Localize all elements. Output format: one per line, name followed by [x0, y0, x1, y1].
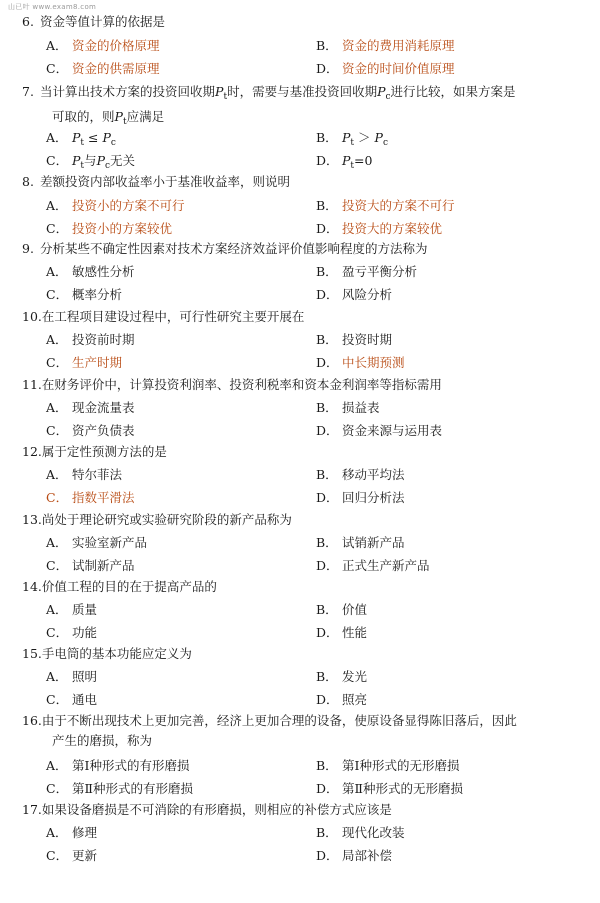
symbol-p: P — [96, 153, 105, 168]
option-c[interactable] — [46, 779, 193, 799]
question-stem — [22, 644, 582, 664]
option-c[interactable] — [46, 488, 135, 508]
option-c[interactable] — [46, 219, 172, 239]
option-d[interactable] — [316, 219, 442, 239]
option-a[interactable] — [46, 330, 135, 350]
option-label: C． — [46, 490, 69, 505]
option-d[interactable] — [316, 779, 463, 799]
option-c[interactable] — [46, 846, 97, 866]
option-label: A． — [46, 602, 68, 617]
question-number: 13. — [22, 512, 42, 527]
option-text: 资金来源与运用表 — [342, 423, 443, 438]
operator: ≤ — [88, 130, 99, 145]
option-text: 回归分析法 — [342, 490, 405, 505]
option-a[interactable] — [46, 667, 97, 687]
option-label: D． — [316, 287, 339, 302]
question-number: 11. — [22, 377, 42, 392]
option-label: C． — [46, 781, 69, 796]
option-text: 第Ⅰ种形式的有形磨损 — [72, 758, 190, 773]
option-label: B． — [316, 535, 338, 550]
option-b[interactable] — [316, 756, 459, 776]
stem-text: 在财务评价中，计算投资利润率、投资利税率和资本金利润率等指标需用 — [41, 377, 442, 392]
option-label: D． — [316, 423, 339, 438]
symbol-p: P — [72, 153, 81, 168]
option-label: A． — [46, 38, 68, 53]
option-c[interactable] — [46, 285, 122, 305]
option-b[interactable] — [316, 196, 455, 216]
option-a[interactable] — [46, 465, 122, 485]
option-label: A． — [46, 130, 68, 145]
option-a[interactable] — [46, 262, 135, 282]
symbol-sub-t: t — [223, 92, 228, 102]
option-c[interactable] — [46, 59, 160, 79]
question-number: 16. — [22, 713, 42, 728]
symbol-p: P — [72, 130, 81, 145]
question-number: 7. — [22, 84, 34, 99]
option-text: 资金的供需原理 — [72, 61, 160, 76]
stem-text: 差额投资内部收益率小于基准收益率，则说明 — [40, 174, 291, 189]
symbol-sub-t: t — [80, 138, 85, 148]
option-label: B． — [316, 38, 338, 53]
option-text: 现金流量表 — [72, 400, 135, 415]
option-label: D． — [316, 61, 339, 76]
option-label: A． — [46, 535, 68, 550]
option-text: 损益表 — [342, 400, 380, 415]
operator: 与 — [84, 153, 97, 168]
option-text: 投资前时期 — [72, 332, 135, 347]
symbol-p: P — [374, 130, 383, 145]
symbol-sub-t: t — [122, 117, 127, 127]
option-label: C． — [46, 61, 69, 76]
stem-text: 尚处于理论研究或实验研究阶段的新产品称为 — [41, 512, 292, 527]
option-label: A． — [46, 758, 68, 773]
option-label: A． — [46, 198, 68, 213]
option-label: B． — [316, 467, 338, 482]
option-label: D． — [316, 490, 339, 505]
question-number: 10. — [22, 309, 42, 324]
option-text: 照亮 — [342, 692, 368, 707]
question-stem — [22, 239, 582, 259]
option-text: 投资大的方案不可行 — [342, 198, 455, 213]
option-label: C． — [46, 558, 69, 573]
option-label: C． — [46, 355, 69, 370]
question-number: 8. — [22, 174, 34, 189]
question-number: 9. — [22, 241, 34, 256]
stem-text: 价值工程的目的在于提高产品的 — [41, 579, 217, 594]
option-label: B． — [316, 602, 338, 617]
option-text: 通电 — [72, 692, 98, 707]
option-text: 盈亏平衡分析 — [342, 264, 418, 279]
option-d[interactable] — [316, 59, 455, 79]
option-text: 实验室新产品 — [72, 535, 148, 550]
option-text: 投资小的方案较优 — [72, 221, 173, 236]
option-text: 第Ⅱ种形式的有形磨损 — [72, 781, 193, 796]
option-label: B． — [316, 130, 338, 145]
option-d[interactable] — [316, 285, 392, 305]
stem-text: 可取的，则 — [52, 109, 115, 124]
option-d[interactable] — [316, 421, 442, 441]
option-label: D． — [316, 692, 339, 707]
option-label: B． — [316, 825, 338, 840]
symbol-p: P — [377, 84, 386, 99]
option-b[interactable] — [316, 330, 392, 350]
option-d[interactable] — [316, 556, 430, 576]
stem-text: 时，需要与基准投资回收期 — [227, 84, 378, 99]
option-text: 第Ⅰ种形式的无形磨损 — [342, 758, 460, 773]
option-d[interactable] — [316, 353, 405, 373]
option-label: B． — [316, 758, 338, 773]
option-text: 价值 — [342, 602, 368, 617]
option-label: C． — [46, 153, 69, 168]
question-number: 14. — [22, 579, 42, 594]
option-d[interactable] — [316, 488, 405, 508]
option-text: 更新 — [72, 848, 98, 863]
option-text: 第Ⅱ种形式的无形磨损 — [342, 781, 463, 796]
question-stem — [22, 82, 582, 132]
option-text: 风险分析 — [342, 287, 393, 302]
stem-text: 资金等值计算的依据是 — [40, 14, 166, 29]
stem-text: 分析某些不确定性因素对技术方案经济效益评价值影响程度的方法称为 — [40, 241, 428, 256]
option-label: A． — [46, 400, 68, 415]
symbol-sub-c: c — [104, 161, 111, 171]
option-text: 试销新产品 — [342, 535, 405, 550]
option-b[interactable] — [316, 36, 455, 56]
option-label: A． — [46, 332, 68, 347]
option-text: 特尔菲法 — [72, 467, 123, 482]
option-label: D． — [316, 153, 339, 168]
option-a[interactable] — [46, 600, 97, 620]
symbol-sub-t: t — [350, 138, 355, 148]
option-label: A． — [46, 467, 68, 482]
stem-text: 手电筒的基本功能应定义为 — [41, 646, 192, 661]
option-label: D． — [316, 625, 339, 640]
option-text: 投资大的方案较优 — [342, 221, 443, 236]
question-stem — [22, 711, 582, 751]
question-number: 12. — [22, 444, 42, 459]
option-text: 修理 — [72, 825, 98, 840]
option-c[interactable] — [46, 690, 97, 710]
question-stem — [22, 442, 582, 462]
option-text: 资金的时间价值原理 — [342, 61, 455, 76]
option-label: A． — [46, 669, 68, 684]
symbol-sub-c: c — [382, 138, 388, 148]
question-stem — [22, 375, 582, 395]
option-text: 现代化改装 — [342, 825, 405, 840]
option-label: B． — [316, 198, 338, 213]
option-label: A． — [46, 825, 68, 840]
option-a[interactable] — [46, 196, 185, 216]
option-b[interactable] — [316, 667, 367, 687]
option-label: D． — [316, 558, 339, 573]
symbol-sub-t: t — [350, 161, 355, 171]
option-b[interactable] — [316, 262, 417, 282]
option-label: C． — [46, 692, 69, 707]
stem-text: 属于定性预测方法的是 — [41, 444, 167, 459]
option-label: B． — [316, 400, 338, 415]
symbol-sub-t: t — [80, 161, 85, 171]
option-a[interactable] — [46, 756, 189, 776]
operator: ＞ — [358, 130, 371, 145]
option-c[interactable] — [46, 623, 97, 643]
option-label: B． — [316, 264, 338, 279]
option-c[interactable] — [46, 556, 135, 576]
symbol-p: P — [342, 153, 351, 168]
option-label: C． — [46, 287, 69, 302]
option-text: 局部补偿 — [342, 848, 393, 863]
option-a[interactable] — [46, 398, 135, 418]
option-text: 发光 — [342, 669, 368, 684]
option-text: 试制新产品 — [72, 558, 135, 573]
option-text: 生产时期 — [72, 355, 123, 370]
option-c[interactable] — [46, 353, 122, 373]
option-text: 资金的费用消耗原理 — [342, 38, 455, 53]
symbol-p: P — [342, 130, 351, 145]
option-text: 质量 — [72, 602, 98, 617]
option-text: 指数平滑法 — [72, 490, 135, 505]
stem-text: 如果设备磨损是不可消除的有形磨损，则相应的补偿方式应该是 — [41, 802, 392, 817]
option-label: C． — [46, 625, 69, 640]
option-label: D． — [316, 221, 339, 236]
question-number: 6. — [22, 14, 34, 29]
stem-text: 应满足 — [126, 109, 165, 124]
stem-text: 由于不断出现技术上更加完善，经济上更加合理的设备，使原设备显得陈旧落后，因此 — [41, 713, 517, 728]
option-d[interactable] — [316, 690, 367, 710]
symbol-p: P — [114, 109, 123, 124]
option-text: 投资小的方案不可行 — [72, 198, 185, 213]
question-stem — [22, 510, 582, 530]
stem-line-2: 产生的磨损，称为 — [52, 733, 153, 748]
option-a[interactable] — [46, 823, 97, 843]
stem-text: 在工程项目建设过程中，可行性研究主要开展在 — [41, 309, 305, 324]
option-text: 投资时期 — [342, 332, 393, 347]
option-b[interactable] — [316, 600, 367, 620]
question-number: 15. — [22, 646, 42, 661]
option-text: 资金的价格原理 — [72, 38, 160, 53]
option-b[interactable] — [316, 398, 380, 418]
option-label: D． — [316, 355, 339, 370]
symbol-sub-c: c — [110, 138, 116, 148]
option-text: 中长期预测 — [342, 355, 405, 370]
option-b[interactable] — [316, 128, 388, 153]
option-b[interactable] — [316, 823, 405, 843]
option-text: 照明 — [72, 669, 98, 684]
symbol-sub-c: c — [385, 92, 391, 102]
option-label: D． — [316, 848, 339, 863]
option-label: C． — [46, 423, 69, 438]
option-label: D． — [316, 781, 339, 796]
question-stem — [22, 307, 582, 327]
option-a[interactable] — [46, 128, 116, 153]
question-stem — [22, 577, 582, 597]
option-text: 移动平均法 — [342, 467, 405, 482]
operator: =0 — [354, 153, 373, 168]
option-b[interactable] — [316, 533, 405, 553]
option-text: 正式生产新产品 — [342, 558, 430, 573]
option-d[interactable] — [316, 846, 392, 866]
option-text: 性能 — [342, 625, 368, 640]
option-text: 功能 — [72, 625, 98, 640]
question-stem — [22, 172, 582, 192]
watermark: 山已叶 www.exam8.com — [8, 3, 97, 11]
stem-text: 进行比较，如果方案是 — [390, 84, 516, 99]
option-a[interactable] — [46, 36, 160, 56]
symbol-p: P — [215, 84, 224, 99]
option-label: B． — [316, 332, 338, 347]
option-label: C． — [46, 848, 69, 863]
option-label: B． — [316, 669, 338, 684]
question-stem — [22, 12, 582, 32]
option-b[interactable] — [316, 465, 405, 485]
symbol-p: P — [102, 130, 111, 145]
question-number: 17. — [22, 802, 42, 817]
option-text: 概率分析 — [72, 287, 123, 302]
stem-text: 当计算出技术方案的投资回收期 — [40, 84, 216, 99]
option-tail: 无关 — [110, 153, 136, 168]
question-stem — [22, 800, 582, 820]
option-d[interactable] — [316, 623, 367, 643]
option-label: A． — [46, 264, 68, 279]
option-label: C． — [46, 221, 69, 236]
option-text: 敏感性分析 — [72, 264, 135, 279]
option-c[interactable] — [46, 421, 135, 441]
option-text: 资产负债表 — [72, 423, 135, 438]
option-a[interactable] — [46, 533, 147, 553]
